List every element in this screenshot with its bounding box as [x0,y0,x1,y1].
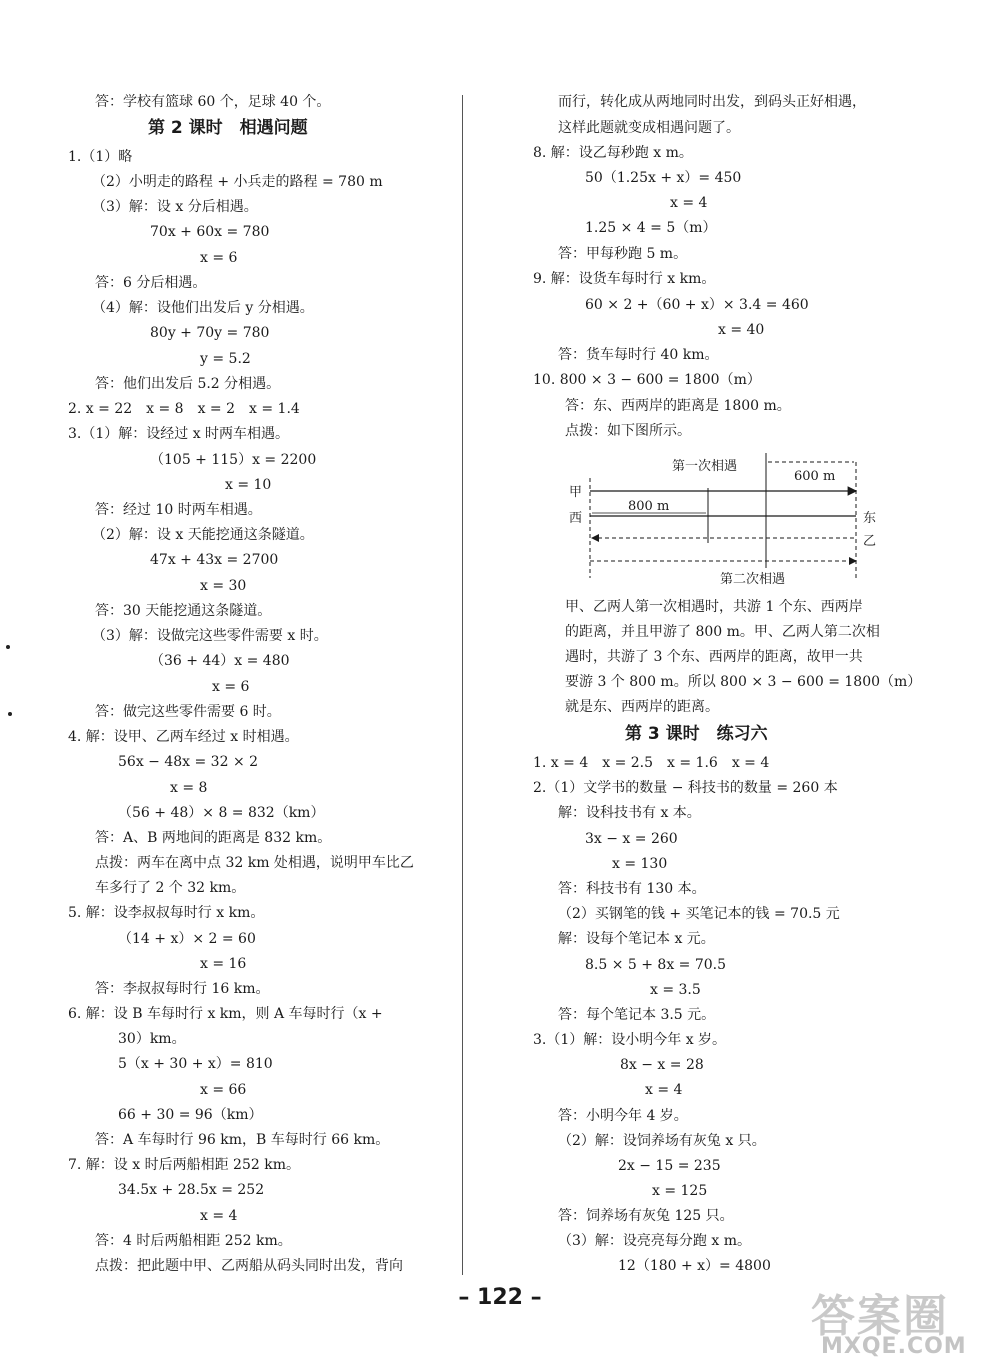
hint-line: 车多行了 2 个 32 km。 [95,880,246,896]
answer-line: 答：小明今年 4 岁。 [558,1108,688,1124]
equation-line: x = 10 [225,477,272,493]
equation-line: （105 + 115）x = 2200 [150,452,317,468]
answer-line: 答：李叔叔每时行 16 km。 [95,981,270,997]
answer-line: 答：30 天能挖通这条隧道。 [95,603,272,619]
text-line: （3）解：设 x 分后相遇。 [92,199,258,215]
equation-line: x = 16 [200,956,247,972]
answer-line: 答：东、西两岸的距离是 1800 m。 [565,398,791,414]
equation-line: 1.25 × 4 = 5（m） [585,220,717,236]
equation-line: 70x + 60x = 780 [150,224,270,240]
equation-line: x = 4 [670,195,708,211]
label-600: 600 m [794,469,836,484]
text-line: 2. x = 22 x = 8 x = 2 x = 1.4 [68,401,300,417]
answer-line: 答：学校有篮球 60 个，足球 40 个。 [95,94,331,110]
meeting-diagram [560,448,890,590]
equation-line: 8x − x = 28 [620,1057,704,1073]
lesson-2-title: 第 2 课时 相遇问题 [148,118,308,138]
text-line: （2）解：设饲养场有灰兔 x 只。 [558,1133,766,1149]
equation-line: 66 + 30 = 96（km） [118,1107,263,1123]
text-line: 9. 解：设货车每时行 x km。 [533,271,716,287]
text-line: 6. 解：设 B 车每时行 x km，则 A 车每时行（x + [68,1006,383,1022]
lesson-3-title: 第 3 课时 练习六 [625,724,768,744]
equation-line: 5（x + 30 + x）= 810 [118,1056,273,1072]
equation-line: x = 6 [200,250,238,266]
answer-line: 答：A、B 两地间的距离是 832 km。 [95,830,332,846]
hint-line: 点拨：两车在离中点 32 km 处相遇，说明甲车比乙 [95,855,414,871]
equation-line: 56x − 48x = 32 × 2 [118,754,259,770]
answer-line: 答：每个笔记本 3.5 元。 [558,1007,716,1023]
equation-line: x = 6 [212,679,250,695]
watermark-text: 答案圈 [811,1291,949,1342]
label-dong: 东 [863,511,877,526]
hint-line: 而行，转化成从两地同时出发，到码头正好相遇， [558,94,866,110]
text-line: 8. 解：设乙每秒跑 x m。 [533,145,693,161]
hint-line: 要游 3 个 800 m。所以 800 × 3 − 600 = 1800（m） [565,674,922,690]
text-line: （2）小明走的路程 + 小兵走的路程 = 780 m [92,174,383,190]
answer-line: 答：饲养场有灰兔 125 只。 [558,1208,734,1224]
watermark-logo [801,1280,996,1360]
answer-line: 答：他们出发后 5.2 分相遇。 [95,376,281,392]
text-line: 1. x = 4 x = 2.5 x = 1.6 x = 4 [533,755,770,771]
equation-line: 80y + 70y = 780 [150,325,270,341]
hint-line: 点拨：如下图所示。 [565,423,691,439]
text-line: （3）解：设做完这些零件需要 x 时。 [92,628,328,644]
equation-line: x = 3.5 [650,982,701,998]
answer-line: 答：货车每时行 40 km。 [558,347,719,363]
answer-line: 答：做完这些零件需要 6 时。 [95,704,281,720]
page-number: – 122 – [458,1285,542,1310]
label-yi: 乙 [863,534,877,549]
equation-line: 60 × 2 +（60 + x）× 3.4 = 460 [585,297,809,313]
label-xi: 西 [569,511,583,526]
text-line: 3.（1）解：设经过 x 时两车相遇。 [68,426,290,442]
column-divider [462,95,463,1275]
answer-line: 答：A 车每时行 96 km，B 车每时行 66 km。 [95,1132,390,1148]
margin-dot [8,712,12,716]
text-line: 4. 解：设甲、乙两车经过 x 时相遇。 [68,729,299,745]
answer-line: 答：6 分后相遇。 [95,275,207,291]
equation-line: x = 125 [652,1183,708,1199]
answer-line: 答：甲每秒跑 5 m。 [558,246,688,262]
answer-line: 答：经过 10 时两车相遇。 [95,502,262,518]
equation-line: x = 30 [200,578,247,594]
text-line: （2）解：设 x 天能挖通这条隧道。 [92,527,314,543]
text-line: 1.（1）略 [68,149,133,165]
text-line: （2）买钢笔的钱 + 买笔记本的钱 = 70.5 元 [558,906,840,922]
equation-line: x = 66 [200,1082,247,1098]
hint-line: 遇时，共游了 3 个东、西两岸的距离，故甲一共 [565,649,863,665]
answer-line: 答：4 时后两船相距 252 km。 [95,1233,292,1249]
equation-line: 8.5 × 5 + 8x = 70.5 [585,957,727,973]
text-line: （3）解：设亮亮每分跑 x m。 [558,1233,751,1249]
equation-line: 12（180 + x）= 4800 [618,1258,771,1274]
equation-line: x = 8 [170,780,208,796]
text-line: 10. 800 × 3 − 600 = 1800（m） [533,372,761,388]
hint-line: 的距离，并且甲游了 800 m。甲、乙两人第二次相 [565,624,880,640]
equation-line: x = 130 [612,856,668,872]
hint-line: 甲、乙两人第一次相遇时，共游 1 个东、西两岸 [565,599,863,615]
equation-line: （36 + 44）x = 480 [150,653,290,669]
margin-dot [6,645,10,649]
label-jia: 甲 [569,485,583,500]
equation-line: 3x − x = 260 [585,831,678,847]
equation-line: 47x + 43x = 2700 [150,552,279,568]
text-line: 解：设每个笔记本 x 元。 [558,931,715,947]
hint-line: 这样此题就变成相遇问题了。 [558,120,740,136]
equation-line: 34.5x + 28.5x = 252 [118,1182,265,1198]
equation-line: x = 40 [718,322,765,338]
hint-line: 点拨：把此题中甲、乙两船从码头同时出发，背向 [95,1258,403,1274]
label-second-meet: 第二次相遇 [720,572,786,587]
label-800: 800 m [628,499,670,514]
watermark-domain: MXQE.COM [821,1334,967,1359]
equation-line: x = 4 [200,1208,238,1224]
text-line: 7. 解：设 x 时后两船相距 252 km。 [68,1157,300,1173]
text-line: 3.（1）解：设小明今年 x 岁。 [533,1032,727,1048]
text-line: 2.（1）文学书的数量 − 科技书的数量 = 260 本 [533,780,838,796]
equation-line: y = 5.2 [200,351,251,367]
equation-line: x = 4 [645,1082,683,1098]
text-line: （4）解：设他们出发后 y 分相遇。 [92,300,314,316]
equation-line: 50（1.25x + x）= 450 [585,170,742,186]
equation-line: 2x − 15 = 235 [618,1158,721,1174]
hint-line: 就是东、西两岸的距离。 [565,699,719,715]
text-line: 5. 解：设李叔叔每时行 x km。 [68,905,265,921]
text-line: 解：设科技书有 x 本。 [558,805,701,821]
answer-line: 答：科技书有 130 本。 [558,881,706,897]
equation-line: （56 + 48）× 8 = 832（km） [118,805,325,821]
text-line: 30）km。 [118,1031,186,1047]
equation-line: （14 + x）× 2 = 60 [118,931,256,947]
label-first-meet: 第一次相遇 [672,459,738,474]
